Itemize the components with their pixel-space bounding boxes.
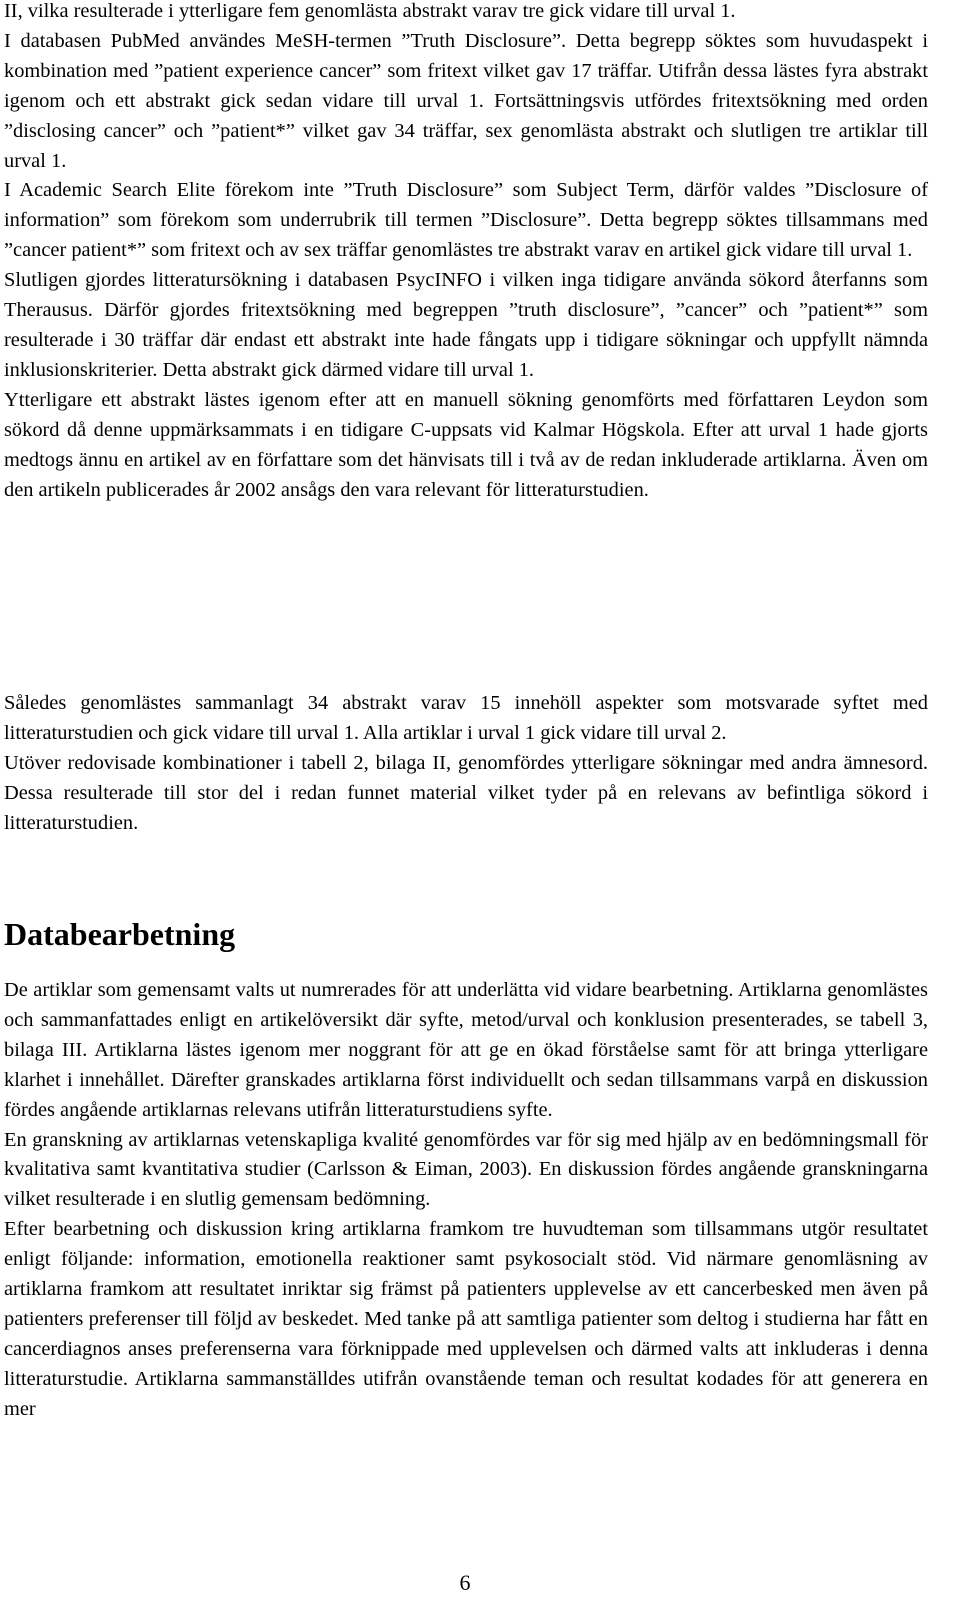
paragraph-main-themes: Efter bearbetning och diskussion kring artiklarna framkom tre huvudteman som tillsammans utgör resultatet enligt följande: information, emotionella reaktioner samt psykosocialt stöd. Vid närmare genomläsning av artiklarna framkom att resultatet inriktar sig främst på patienters upplevelse av ett cancerbesked men även på patienters preferenser till följd av beskedet. Med tanke på att samtliga patienter som deltog i studierna har fått en cancerdiagnos anses preferenserna vara förknippade med upplevelsen och därmed valts att inkluderas i denna litteraturstudie. Artiklarna sammanställdes utifrån ovanstående teman och resultat kodades för att generera en mer (4, 1218, 928, 1420)
paragraph-manual-search: Ytterligare ett abstrakt lästes igenom efter att en manuell sökning genomförts med författaren Leydon som sökord då denne uppmärksammats i en tidigare C-uppsats vid Kalmar Högskola. Efter att urval 1 hade gjorts medtogs ännu en artikel av en författare som det hänvisats till i två av de redan inkluderade artiklarna. Även om den artikeln publicerades år 2002 ansågs den vara relevant för litteraturstudien. (4, 388, 928, 501)
paragraph-article-processing: De artiklar som gemensamt valts ut numrerades för att underlätta vid vidare bearbetning. Artiklarna genomlästes och sammanfattades enligt en artikelöversikt där syfte, metod/urval och konklusion presenterades, se tabell 3, bilaga III. Artiklarna lästes igenom mer noggrant för att ge en ökad förståelse samt för att bringa ytterligare klarhet i innehållet. Därefter granskades artiklarna först individuellt och sedan tillsammans varpå en diskussion fördes angående artiklarnas relevans utifrån litteraturstudiens syfte. (4, 979, 928, 1121)
paragraph-quality-review: En granskning av artiklarnas vetenskapliga kvalité genomfördes var för sig med hjälp av en bedömningsmall för kvalitativa samt kvantitativa studier (Carlsson & Eiman, 2003). En diskussion fördes angående granskningarna vilket resulterade i en slutlig gemensam bedömning. (4, 1128, 928, 1211)
paragraph-cinahl-continuation: II, vilka resulterade i ytterligare fem genomlästa abstrakt varav tre gick vidare till urval 1. (4, 0, 736, 22)
paragraph-psycinfo: Slutligen gjordes litteratursökning i databasen PsycINFO i vilken inga tidigare använda sökord återfanns som Therausus. Därför gjordes fritextsökning med begreppen ”truth disclosure”, ”cancer” och ”patient*” som resulterade i 30 träffar där endast ett abstrakt inte hade fångats upp i tidigare sökningar och uppfyllt nämnda inklusionskriterier. Detta abstrakt gick därmed vidare till urval 1. (4, 269, 928, 381)
paragraph-pubmed: I databasen PubMed användes MeSH-termen ”Truth Disclosure”. Detta begrepp söktes som huvudaspekt i kombination med ”patient experience cancer” som fritext vilket gav 17 träffar. Utifrån dessa lästes fyra abstrakt igenom och ett abstrakt gick sedan vidare till urval 1. Fortsättningsvis utfördes fritextsökning med orden ”disclosing cancer” och ”patient*” vilket gav 34 träffar, sex genomlästa abstrakt och slutligen tre artiklar till urval 1. (4, 29, 928, 172)
body-text-block-search (4, 0, 928, 505)
body-text-block-data-processing (4, 976, 928, 1425)
page-number: 6 (459, 1570, 471, 1595)
body-text-block-summary (4, 689, 928, 839)
paragraph-additional-searches: Utöver redovisade kombinationer i tabell 2, bilaga II, genomfördes ytterligare sökningar med andra ämnesord. Dessa resulterade till stor del i redan funnet material vilket tyder på en relevans av befintliga sökord i litteraturstudien. (4, 751, 928, 834)
paragraph-abstract-summary: Således genomlästes sammanlagt 34 abstrakt varav 15 innehöll aspekter som motsvarade syftet med litteraturstudien och gick vidare till urval 1. Alla artiklar i urval 1 gick vidare till urval 2. (4, 692, 928, 744)
paragraph-academic-search-elite: I Academic Search Elite förekom inte ”Truth Disclosure” som Subject Term, därför valdes ”Disclosure of information” som förekom som underrubrik till termen ”Disclosure”. Detta begrepp söktes tillsammans med ”cancer patient*” som fritext och av sex träffar genomlästes tre abstrakt varav en artikel gick vidare till urval 1. (4, 179, 928, 262)
section-heading: Databearbetning (4, 916, 236, 952)
